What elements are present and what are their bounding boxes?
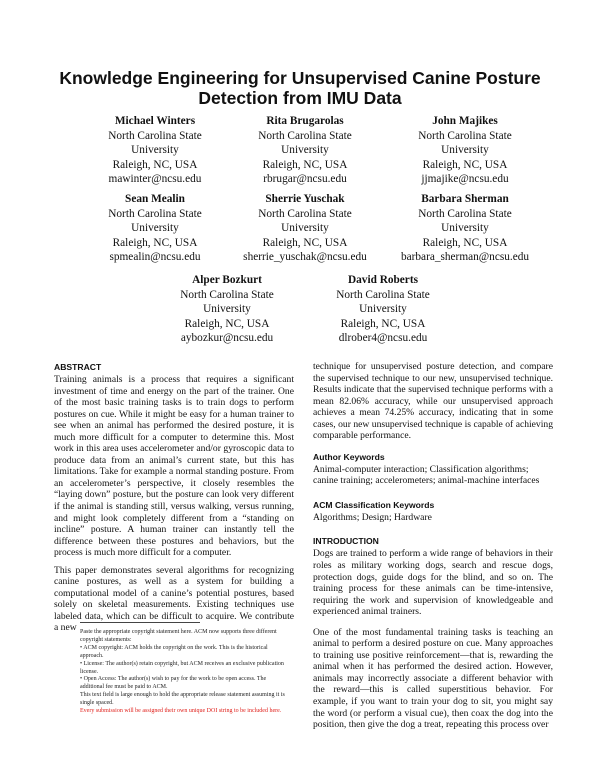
author-affiliation: University: [131, 222, 179, 234]
footnote-doi-line: Every submission will be assigned their own unique DOI string to be included here.: [80, 708, 282, 715]
abstract-paragraph: Training animals is a process that requires a significant investment of time and energy on the part of the trainer. One of the most basic training tasks is to train dogs to perform postures on cue. While it might be easy for a human trainer to see when an animal has performed the desired posture, it is much more difficult for a computer to determine this. Most work in this area uses accelerometer and/or gyroscopic data to produce data from an animal’s current state, but this has limitations. Take for example a normal standing posture. From an accelerometer’s perspective, it closely resembles the “laying down” posture, but the posture can look very different if the animal is standing still, versus walking, versus running, and might look completely different from a “standing on incline” posture. A human trainer can instantly tell the difference between these postures and behaviors, but the process is much more difficult for a computer.: [54, 374, 295, 559]
author-affiliation: University: [203, 303, 251, 315]
author-block: [70, 114, 240, 187]
author-block: [220, 114, 390, 187]
author-name: Barbara Sherman: [421, 193, 509, 205]
author-affiliation: North Carolina State: [180, 288, 274, 301]
author-location: Raleigh, NC, USA: [112, 236, 198, 249]
author-block: [298, 273, 468, 346]
author-email: rbrugar@ncsu.edu: [263, 173, 347, 185]
author-location: Raleigh, NC, USA: [422, 158, 508, 171]
author-affiliation: North Carolina State: [336, 288, 430, 301]
author-name: John Majikes: [432, 115, 498, 127]
footnote-line: • ACM copyright: ACM holds the copyright on the work. This is the historical approach.: [80, 644, 268, 659]
introduction-paragraph: Dogs are trained to perform a wide range of behaviors in their roles as military working dogs, search and rescue dogs, protection dogs, guide dogs for the blind, and so on. The training process for these animals can be time-intensive, requiring the work and supervision of knowledgeable and experienced animal trainers.: [313, 548, 553, 618]
left-column: [54, 361, 294, 640]
footnote-line: This text field is large enough to hold the appropriate release statement assuming it is single spaced.: [80, 692, 285, 707]
introduction-heading: INTRODUCTION: [313, 536, 379, 547]
author-block: [380, 192, 550, 265]
author-location: Raleigh, NC, USA: [422, 236, 508, 249]
author-location: Raleigh, NC, USA: [262, 236, 348, 249]
author-email: mawinter@ncsu.edu: [108, 173, 202, 185]
author-block: [220, 192, 390, 265]
copyright-footnote: [80, 629, 285, 716]
author-email: aybozkur@ncsu.edu: [180, 332, 274, 344]
author-location: Raleigh, NC, USA: [112, 158, 198, 171]
author-email: jjmajike@ncsu.edu: [421, 173, 509, 185]
author-name: Rita Brugarolas: [266, 115, 344, 127]
footnote-rule: [80, 622, 200, 623]
acm-keywords-text: Algorithms; Design; Hardware: [313, 511, 432, 523]
author-block: [142, 273, 312, 346]
author-email: sherrie_yuschak@ncsu.edu: [243, 251, 367, 263]
author-affiliation: University: [281, 144, 329, 156]
author-affiliation: University: [281, 222, 329, 234]
author-affiliation: North Carolina State: [258, 129, 352, 142]
footnote-line: • Open Access: The author(s) wish to pay for the work to be open access. The additional fee must be paid to ACM.: [80, 676, 267, 691]
author-location: Raleigh, NC, USA: [262, 158, 348, 171]
author-keywords-text: Animal-computer interaction; Classification algorithms; canine training; accelerometers; animal-machine interfaces: [313, 463, 540, 487]
footnote-line: Paste the appropriate copyright statement here. ACM now supports three different copyright statements:: [80, 629, 277, 643]
author-affiliation: University: [359, 303, 407, 315]
author-email: dlrober4@ncsu.edu: [338, 332, 428, 344]
author-email: spmealin@ncsu.edu: [109, 251, 201, 263]
author-keywords-heading: Author Keywords: [313, 451, 385, 462]
author-affiliation: University: [441, 222, 489, 234]
footnote-line: • License: The author(s) retain copyright, but ACM receives an exclusive publication license.: [80, 660, 284, 675]
author-affiliation: University: [131, 144, 179, 156]
author-affiliation: University: [441, 144, 489, 156]
acm-keywords-heading: ACM Classification Keywords: [313, 499, 435, 510]
author-affiliation: North Carolina State: [418, 207, 512, 220]
author-name: Sean Mealin: [125, 193, 185, 205]
author-location: Raleigh, NC, USA: [340, 317, 426, 330]
author-location: Raleigh, NC, USA: [184, 317, 270, 330]
paper-title: Knowledge Engineering for Unsupervised Canine Posture Detection from IMU Data: [59, 68, 541, 108]
author-name: David Roberts: [348, 274, 418, 286]
author-email: barbara_sherman@ncsu.edu: [400, 251, 530, 263]
author-block: [380, 114, 550, 187]
abstract-continued: technique for unsupervised posture detection, and compare the supervised technique to our new, unsupervised technique. Results indicate that the supervised technique performs with a mean 82.06% accuracy, while our unsupervised approach achieves a mean 74.25% accuracy, indicating that in some cases, our new unsupervised technique is capable of achieving comparable performance.: [313, 361, 553, 442]
author-affiliation: North Carolina State: [258, 207, 352, 220]
author-block: [70, 192, 240, 265]
abstract-paragraph-2: This paper demonstrates several algorithms for recognizing canine postures, as well as a system for building a computational model of a canine’s potential postures, based solely on skeletal measurements. Existing techniques use labeled data, which can be difficult to acquire. We contribute a new: [54, 564, 294, 634]
introduction-paragraph-2: One of the most fundamental training tasks is teaching an animal to perform a desired posture on cue. Many approaches to training use positive reinforcement—that is, rewarding the animal when it has performed the desired action. However, animals may incorrectly associate a different behavior with the reward—this is called superstitious behavior. For example, if you want to train your dog to sit, you might say the word (or perform a visual cue), then coax the dog into the position, then give the dog a treat, repeating this process over: [313, 626, 553, 731]
author-affiliation: North Carolina State: [108, 207, 202, 220]
right-column: [313, 361, 553, 737]
abstract-heading: ABSTRACT: [54, 362, 102, 372]
author-name: Michael Winters: [114, 115, 196, 127]
author-affiliation: North Carolina State: [108, 129, 202, 142]
author-name: Sherrie Yuschak: [265, 193, 345, 205]
author-name: Alper Bozkurt: [192, 274, 262, 286]
author-affiliation: North Carolina State: [418, 129, 512, 142]
